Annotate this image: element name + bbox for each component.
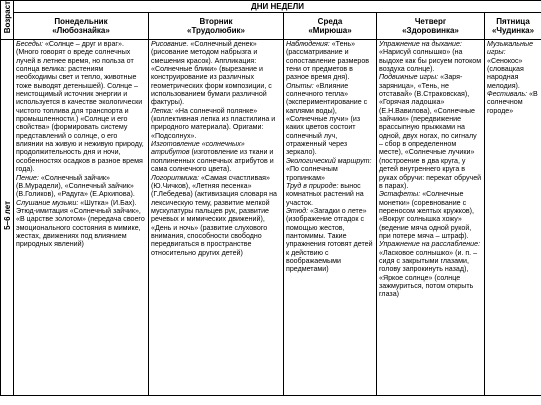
- activity-paragraph: [151, 40, 281, 107]
- activity-paragraph: [379, 190, 482, 240]
- day-name: Четверг: [414, 17, 447, 26]
- activity-label: Труд в природе:: [286, 181, 339, 190]
- age-column-header-label: Возраст: [2, 1, 12, 34]
- activity-paragraph: [16, 199, 146, 249]
- activity-paragraph: [286, 40, 374, 82]
- activity-text: «В солнечном городе»: [487, 90, 538, 115]
- wednesday-activities-cell: [284, 40, 377, 396]
- activity-label: Опыты:: [286, 81, 314, 90]
- day-theme: «Мирюша»: [308, 26, 352, 35]
- activity-text: «Ласковое солнышко» (и. п. – сидя с закрытыми глазами, голову запрокинуть назад), «Яркое солнце» (солнце зажмуриться, потом открыть глаза): [379, 248, 478, 299]
- day-header-wednesday: [284, 13, 377, 40]
- day-theme: «Здоровинка»: [402, 26, 459, 35]
- activity-label: Беседы:: [16, 40, 44, 48]
- days-of-week-header: ДНИ НЕДЕЛИ: [14, 1, 541, 13]
- age-column-header: [1, 1, 14, 40]
- age-label: 5–6 лет: [2, 200, 12, 230]
- day-theme: «Трудолюбик»: [187, 26, 245, 35]
- activity-paragraph: [379, 73, 482, 190]
- activity-paragraph: [286, 82, 374, 157]
- activity-label: Экологический маршрут:: [286, 156, 372, 165]
- day-theme: «Чудинка»: [491, 26, 535, 35]
- activity-paragraph: [151, 174, 281, 257]
- monday-activities-cell: [14, 40, 149, 396]
- activity-label: Фестиваль:: [487, 90, 528, 99]
- activity-text: «Солнечные монетки» (соревнование с переносом желтых кружков), «Вокруг солнышка хожу» (ведение мяча одной рукой, при потере мяча – штраф).: [379, 190, 474, 240]
- activity-text: «Солнечный денек» (рисование методом набрызга и смешения красок). Аппликация: «Солнечные блики» (вырезание и конструирование из различных геометрических форм композиции, с использованием бумаги различной фактуры).: [151, 40, 272, 107]
- activity-text: «Тень» (рассматривание и сопоставление размеров тени от предметов в разное время дня).: [286, 40, 370, 82]
- activity-paragraph: [16, 40, 146, 174]
- activity-label: Логоритмика:: [151, 173, 199, 182]
- activity-label: Рисование.: [151, 40, 189, 48]
- activity-paragraph: [487, 40, 539, 90]
- activity-label: Подвижные игры:: [379, 73, 439, 82]
- activity-paragraph: [487, 90, 539, 115]
- activity-text: «Влияние солнечного тепла» (экспериментирование с каплями воды), «Солнечные лучи» (из каких цветов состоит солнечный луч, отраженный через зеркало).: [286, 81, 368, 157]
- day-header-monday: [14, 13, 149, 40]
- activity-paragraph: [286, 157, 374, 182]
- day-header-thursday: [377, 13, 485, 40]
- activity-paragraph: [379, 240, 482, 298]
- activity-label: Изготовление «солнечных» атрибутов: [151, 140, 245, 157]
- tuesday-activities-cell: [149, 40, 284, 396]
- day-name: Среда: [317, 17, 343, 26]
- activity-paragraph: [151, 107, 281, 140]
- activity-label: Упражнение на расслабление:: [379, 240, 481, 249]
- activity-label: Эстафеты:: [379, 190, 421, 199]
- activity-text: (изготовление из ткани и поплиненных солнечных атрибутов и сама солнечного цвета).: [151, 148, 274, 174]
- activity-text: «На солнечной полянке» (коллективная лепка из пластилина и природного материала). Оригами: «Подсолнух».: [151, 106, 276, 140]
- day-name: Пятница: [496, 17, 530, 26]
- activity-label: Музыкальные игры:: [487, 40, 534, 57]
- activity-text: «Солнечный зайчик» (В.Мурадели), «Солнечный зайчик» (В.Голиков), «Радуга» (Е.Архипова).: [16, 173, 135, 199]
- activity-paragraph: [286, 182, 374, 207]
- activity-text: «Шутка» (И.Бах). Этюд-имитация «Солнечный зайчик», «В царстве золотом» (передача своего эмоционального состояния в мимике, жестах, движениях под влиянием природных явлений): [16, 198, 145, 249]
- activity-text: «Заря-заряница», «Тень, не отставай» (В.Страковская), «Горячая ладошка» (Е.Н.Вавилова), «Солнечные зайчики» (передвижение врассыпную прыжками на одной, двух ногах, по сигналу – сбор в определенном месте), «Солнечные лучики» (построение в два круга, у детей внутреннего круга в руках обручи: перекат обручей в парах).: [379, 73, 482, 190]
- activity-text: «По солнечным тропинкам»: [286, 165, 338, 182]
- activity-text: «Сенокос» (словацкая народная мелодия).: [487, 56, 524, 90]
- thursday-activities-cell: [377, 40, 485, 396]
- activity-text: «Самая счастливая» (Ю.Чичков), «Летняя песенка» (Г.Лебедева) (активизация словаря на лексическую тему, развитие мелкой мускулатуры пальцев рук, развитие речевых и мимических движений), «День и ночь» (развитие слухового внимания, способности свободно передвигаться в пространстве относительно других детей): [151, 173, 278, 257]
- activity-label: Этюд:: [286, 206, 309, 215]
- activity-paragraph: [379, 40, 482, 73]
- activity-label: Пение:: [16, 173, 39, 182]
- day-header-friday: [485, 13, 541, 40]
- activity-label: Наблюдения:: [286, 40, 330, 48]
- day-name: Вторник: [199, 17, 233, 26]
- activity-label: Упражнение на дыхание:: [379, 40, 462, 48]
- activity-text: «Солнце – друг и враг». (Много говорят о вреде солнечных лучей в летнее время, но польза от солнца велика: растениям необходимы свет и тепло, животные тоже выводят детенышей). Солнце – неистощимый источник энергии и используется в качестве экологически чистого топлива для транспорта и промышленности.) «Солнце и его свойства» (формировать систему представлений о солнце, о его влиянии на живую и неживую природу, продолжительность дня и ночи, особенностях осадков в разное время года).: [16, 40, 144, 174]
- day-header-tuesday: [149, 13, 284, 40]
- activity-paragraph: [286, 207, 374, 274]
- activity-label: Лепка:: [151, 106, 173, 115]
- friday-activities-cell: [485, 40, 541, 396]
- activity-paragraph: [151, 140, 281, 173]
- day-theme: «Любознайка»: [52, 26, 110, 35]
- activity-label: Слушание музыки:: [16, 198, 79, 207]
- day-name: Понедельник: [54, 17, 108, 26]
- activity-text: вынос комнатных растений на участок.: [286, 181, 364, 207]
- activity-text: «Нарисуй солнышко» (на выдохе как бы рисуем потоком воздуха солнце).: [379, 48, 482, 74]
- activity-text: «Загадки о лете» (изображение отгадок с помощью жестов, пантомимы. Такие упражнения готовят детей к действию с воображаемыми предметами): [286, 206, 373, 274]
- activity-paragraph: [16, 174, 146, 199]
- age-cell: [1, 40, 14, 396]
